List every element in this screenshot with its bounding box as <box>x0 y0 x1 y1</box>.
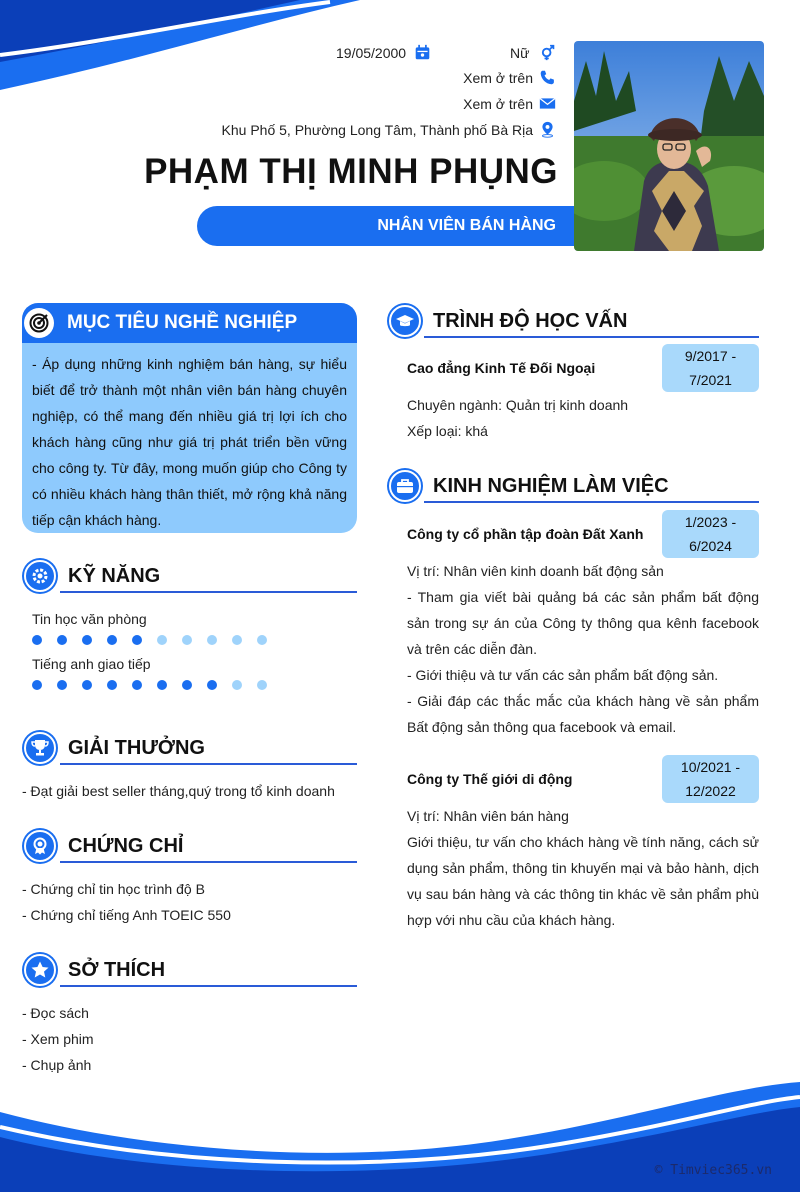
target-icon <box>28 312 50 334</box>
gear-icon <box>30 566 50 586</box>
skill-dot-filled <box>157 680 167 690</box>
skill-rating <box>32 635 267 645</box>
gender-icon <box>539 44 556 61</box>
skill-name: Tin học văn phòng <box>32 611 147 627</box>
education-header <box>389 305 627 337</box>
skills-header <box>24 560 160 592</box>
phone: Xem ở trên <box>463 69 556 86</box>
address: Khu Phố 5, Phường Long Tâm, Thành phố Bà Rịa <box>222 121 556 138</box>
hobbies-header <box>24 954 165 986</box>
experience-title: KINH NGHIỆM LÀM VIỆC <box>433 474 669 497</box>
skill-dot-filled <box>82 635 92 645</box>
job-position: Vị trí: Nhân viên bán hàng <box>407 808 569 824</box>
briefcase-icon <box>395 476 415 496</box>
certificate-badge-icon <box>30 836 50 856</box>
school-name: Cao đẳng Kinh Tế Đối Ngoại <box>407 360 596 376</box>
candidate-name: PHẠM THỊ MINH PHỤNG <box>144 152 558 191</box>
certificates-title: CHỨNG CHỈ <box>68 834 184 857</box>
education-title: TRÌNH ĐỘ HỌC VẤN <box>433 309 628 332</box>
job-duty: - Tham gia viết bài quảng bá các sản phẩm bất động sản trong sự án của Công ty thông qua kênh facebook và trên các diễn đàn. <box>407 589 759 657</box>
award-item: - Đạt giải best seller tháng,quý trong tổ kinh doanh <box>22 783 335 799</box>
skill-rating <box>32 680 267 690</box>
job-title-banner <box>197 206 585 246</box>
date-of-birth: 19/05/2000 <box>336 44 431 61</box>
job-duty: - Giải đáp các thắc mắc của khách hàng về sản phẩm Bất động sản thông qua facebook và email. <box>407 693 759 735</box>
experience-header <box>389 470 669 502</box>
skills-divider <box>60 591 357 593</box>
certificate-item: - Chứng chỉ tin học trình độ B <box>22 881 205 897</box>
hobbies-divider <box>60 985 357 987</box>
skill-dot-empty <box>232 635 242 645</box>
skill-dot-filled <box>182 680 192 690</box>
skill-dot-empty <box>157 635 167 645</box>
hobby-item: - Đọc sách <box>22 1005 89 1021</box>
graduation-cap-icon <box>395 311 415 331</box>
gender: Nữ <box>510 44 556 61</box>
date-start: 10/2021 - <box>680 759 741 775</box>
skill-dot-filled <box>82 680 92 690</box>
skill-dot-filled <box>57 680 67 690</box>
skill-dot-empty <box>207 635 217 645</box>
experience-divider <box>424 501 759 503</box>
hobby-item: - Xem phim <box>22 1031 94 1047</box>
calendar-icon <box>414 44 431 61</box>
skill-dot-empty <box>232 680 242 690</box>
certificates-header <box>24 830 183 862</box>
skill-dot-filled <box>57 635 67 645</box>
skill-name: Tiếng anh giao tiếp <box>32 656 151 672</box>
education-major: Chuyên ngành: Quản trị kinh doanh <box>407 397 629 413</box>
skill-dot-filled <box>107 635 117 645</box>
hobbies-title: SỞ THÍCH <box>68 958 166 981</box>
education-grade: Xếp loại: khá <box>407 423 488 439</box>
skill-dot-filled <box>32 680 42 690</box>
skill-dot-empty <box>257 680 267 690</box>
job-position: Vị trí: Nhân viên kinh doanh bất động sản <box>407 563 664 579</box>
job-duty: - Giới thiệu và tư vấn các sản phẩm bất động sản. <box>407 667 719 683</box>
date-end: 12/2022 <box>685 783 736 799</box>
objective-title: MỤC TIÊU NGHỀ NGHIỆP <box>67 312 298 333</box>
education-date <box>662 344 759 392</box>
email-icon <box>539 95 556 112</box>
skill-dot-empty <box>257 635 267 645</box>
date-start: 1/2023 - <box>684 514 737 530</box>
skill-dot-filled <box>107 680 117 690</box>
education-divider <box>424 336 759 338</box>
skills-title: KỸ NĂNG <box>68 564 161 587</box>
awards-header <box>24 732 205 764</box>
objective-text: - Áp dụng những kinh nghiệm bán hàng, sự hiểu biết để trở thành một nhân viên bán hàng chuyên nghiệp, có thể mang đến nhiều giá trị lợi ích cho khách hàng cũng như giá trị phát triển bền vững cho công ty. Từ đây, mong muốn giúp cho Công ty có nhiều khách hàng thân thiết, mở rộng khả năng tiếp cận khách hàng. <box>22 343 357 533</box>
company-name: Công ty cổ phần tập đoàn Đất Xanh <box>407 526 644 542</box>
location-pin-icon <box>539 121 556 138</box>
certificates-divider <box>60 861 357 863</box>
skill-dot-empty <box>182 635 192 645</box>
skill-dot-filled <box>207 680 217 690</box>
date-start: 9/2017 - <box>684 348 737 364</box>
objective-header <box>22 303 357 343</box>
job-title: NHÂN VIÊN BÁN HÀNG <box>377 217 556 234</box>
job-duty: Giới thiệu, tư vấn cho khách hàng về tính năng, cách sử dụng sản phẩm, thông tin khuyến mại và bảo hành, dịch vụ sau bán hàng và các thông tin khác về sản phẩm phù hợp với nhu cầu của khách hàng. <box>407 834 759 928</box>
skill-dot-filled <box>132 635 142 645</box>
email: Xem ở trên <box>463 95 556 112</box>
phone-icon <box>539 69 556 86</box>
trophy-icon <box>30 738 50 758</box>
profile-photo <box>574 41 764 251</box>
footer-watermark: © Timviec365.vn <box>654 1163 772 1178</box>
skill-dot-filled <box>132 680 142 690</box>
job-date <box>662 755 759 803</box>
skill-dot-filled <box>32 635 42 645</box>
awards-divider <box>60 763 357 765</box>
hobby-item: - Chụp ảnh <box>22 1057 92 1073</box>
date-end: 7/2021 <box>689 372 732 388</box>
star-icon <box>30 960 50 980</box>
date-end: 6/2024 <box>689 538 732 554</box>
certificate-item: - Chứng chỉ tiếng Anh TOEIC 550 <box>22 907 231 923</box>
company-name: Công ty Thế giới di động <box>407 771 573 787</box>
awards-title: GIẢI THƯỞNG <box>68 736 205 759</box>
job-date <box>662 510 759 558</box>
